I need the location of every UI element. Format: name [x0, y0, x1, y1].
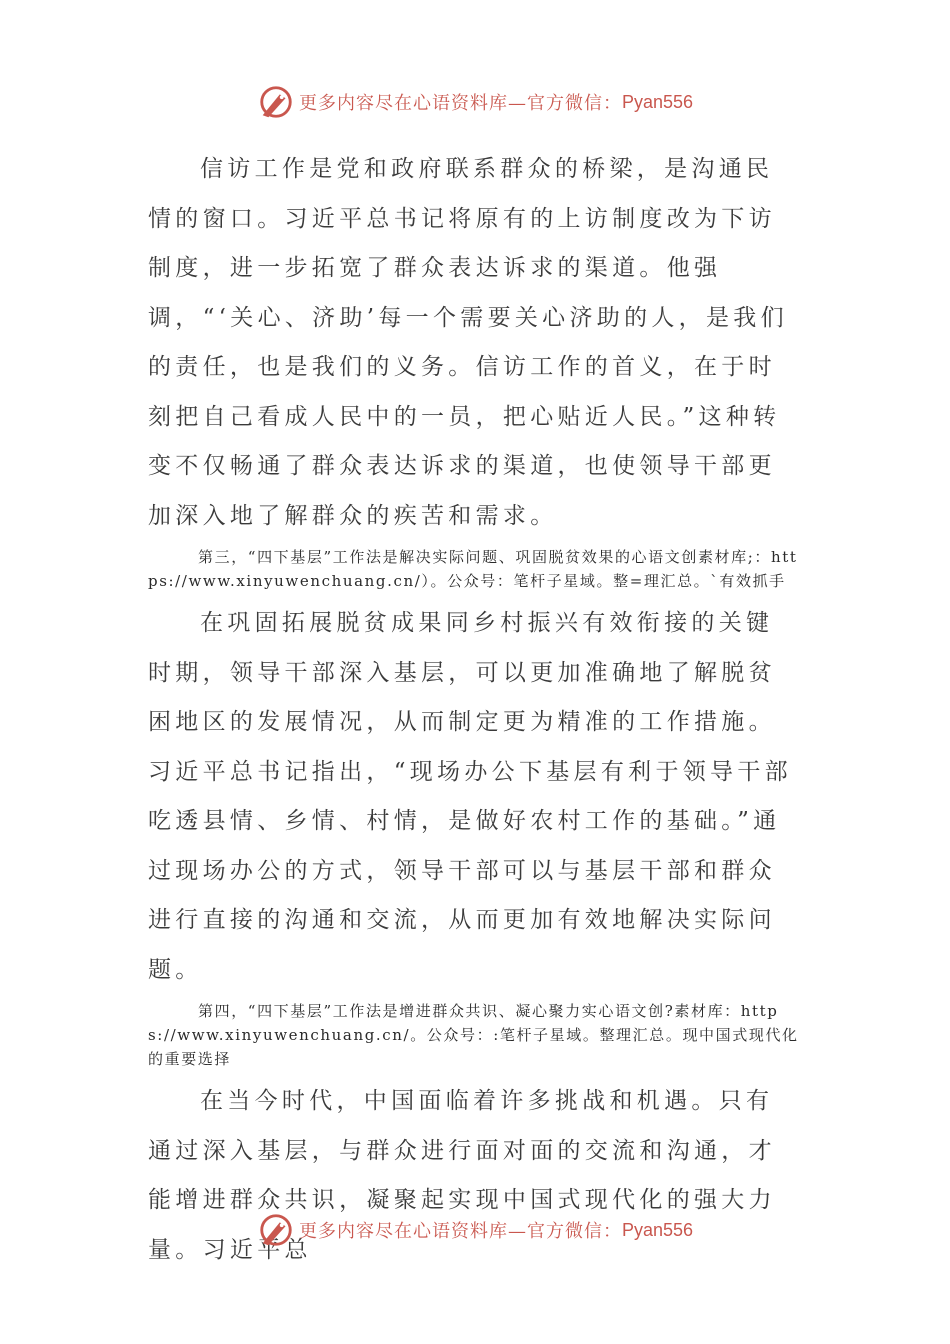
paragraph: 信访工作是党和政府联系群众的桥梁，是沟通民情的窗口。习近平总书记将原有的上访制度改为下访制度，进一步拓宽了群众表达诉求的渠道。他强调，“‘关心、济助’每一个需要关心济助的人，是我们的责任，也是我们的义务。信访工作的首义，在于时刻把自己看成人民中的一员，把心贴近人民。”这种转变不仅畅通了群众表达诉求的渠道，也使领导干部更加深入地了解群众的疾苦和需求。	[148, 156, 788, 529]
footer-banner	[0, 1210, 950, 1250]
paragraph: 在巩固拓展脱贫成果同乡村振兴有效衔接的关键时期，领导干部深入基层，可以更加准确地了解脱贫困地区的发展情况，从而制定更为精准的工作措施。习近平总书记指出，“现场办公下基层有利于领导干部吃透县情、乡情、村情，是做好农村工作的基础。”通过现场办公的方式，领导干部可以与基层干部和群众进行直接的沟通和交流，从而更加有效地解决实际问题。	[148, 610, 792, 983]
header-banner	[0, 82, 950, 122]
section-heading: 第四，“四下基层”工作法是增进群众共识、凝心聚力实心语文创?素材库：https://www.xinyuwenchuang.cn/。公众号：:笔杆子星域。整理汇总。现中国式现代化的重要选择	[148, 1002, 799, 1068]
banner-handle: Pyan556	[621, 1219, 694, 1240]
pen-nib-circle-icon	[257, 1211, 295, 1249]
document-body	[148, 145, 800, 1275]
pen-nib-circle-icon	[257, 83, 295, 121]
banner-handle: Pyan556	[621, 91, 694, 112]
banner-text: 更多内容尽在心语资料库—官方微信：	[298, 1221, 622, 1242]
section-heading: 第三，“四下基层”工作法是解决实际问题、巩固脱贫效果的心语文创素材库;：https://www.xinyuwenchuang.cn/）。公众号：笔杆子星域。整=理汇总。`有效抓手	[148, 548, 798, 590]
paragraph: 在当今时代，中国面临着许多挑战和机遇。只有通过深入基层，与群众进行面对面的交流和沟通，才能增进群众共识，凝聚起实现中国式现代化的强大力量。习近平总	[148, 1088, 776, 1263]
banner-text: 更多内容尽在心语资料库—官方微信：	[298, 93, 622, 114]
